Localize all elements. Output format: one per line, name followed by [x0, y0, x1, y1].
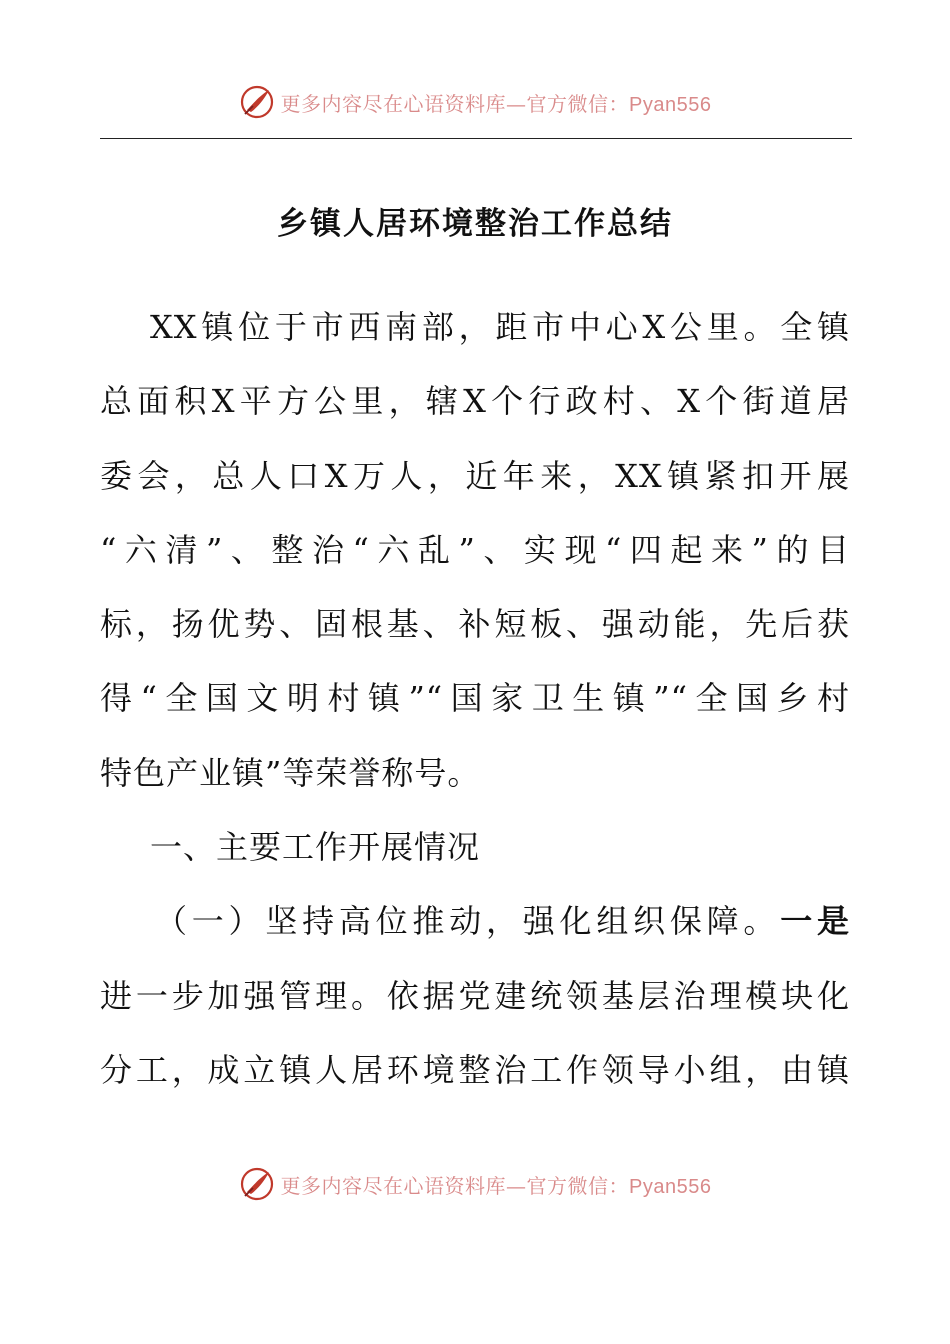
- watermark-id: Pyan556: [629, 1175, 712, 1198]
- quill-logo-icon: [239, 84, 275, 120]
- subsection-heading: [100, 884, 850, 958]
- watermark-header: [0, 80, 950, 124]
- watermark-text: 更多内容尽在心语资料库—官方微信：Pyan556: [280, 1173, 712, 1198]
- section-heading: 一、主要工作开展情况: [150, 828, 481, 867]
- quill-logo-icon: [239, 1166, 275, 1202]
- paragraph-line: 进一步加强管理。依据党建统领基层治理模块化: [100, 976, 850, 1015]
- bold-lead-text: 一是: [780, 902, 850, 941]
- paragraph-line: “六清”、整治“六乱”、实现“四起来”的目: [100, 530, 850, 569]
- subsection-heading-text: （一）坚持高位推动，强化组织保障。: [155, 902, 781, 941]
- paragraph-line: 特色产业镇”等荣誉称号。: [100, 753, 481, 792]
- document-title: 乡镇人居环境整治工作总结: [277, 206, 673, 242]
- paragraph-line: 委会，总人口X万人，近年来，XX镇紧扣开展: [100, 456, 850, 495]
- paragraph-line: 得“全国文明村镇”“国家卫生镇”“全国乡村: [100, 679, 850, 718]
- document-body: [100, 290, 850, 1107]
- watermark-text: 更多内容尽在心语资料库—官方微信：Pyan556: [280, 91, 712, 116]
- watermark-id: Pyan556: [629, 93, 712, 116]
- watermark-footer: [0, 1162, 950, 1206]
- paragraph-line: 总面积X平方公里，辖X个行政村、X个街道居: [100, 382, 850, 421]
- paragraph-line: 标，扬优势、固根基、补短板、强动能，先后获: [100, 605, 850, 644]
- paragraph-line: 分工，成立镇人居环境整治工作领导小组，由镇: [100, 1050, 850, 1089]
- paragraph-line: XX镇位于市西南部，距市中心X公里。全镇: [150, 308, 850, 346]
- header-rule: [100, 138, 852, 139]
